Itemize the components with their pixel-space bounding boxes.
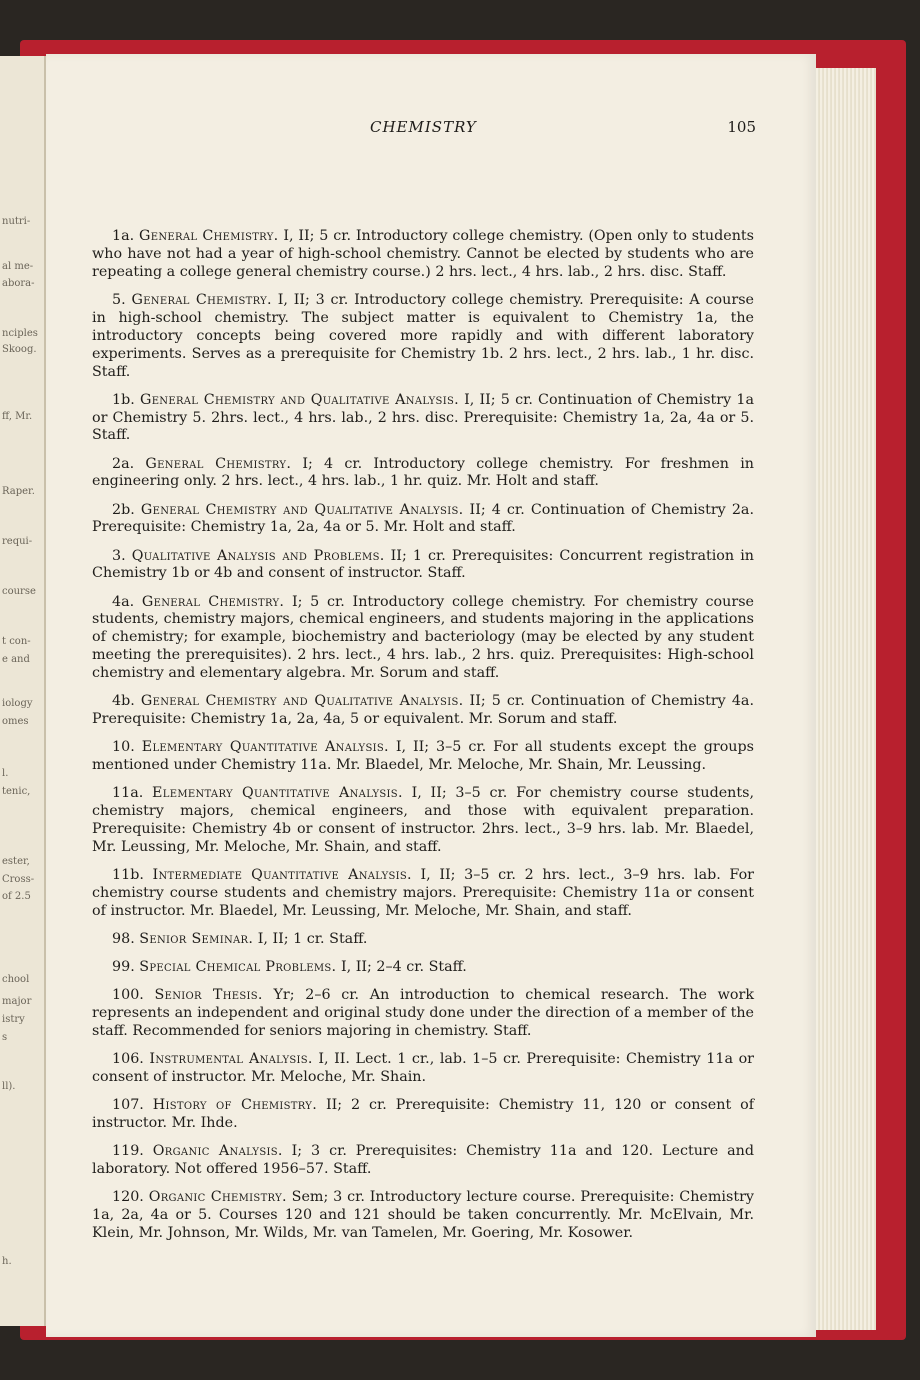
course-entry [92,931,754,949]
facing-page-fragment: ester, [2,856,30,867]
facing-page-fragment: nciples [2,328,38,339]
facing-page-fragment: ll). [2,1081,16,1092]
course-number: 3. [112,547,126,564]
facing-page-fragment: requi- [2,536,33,547]
facing-page-fragment: major [2,996,32,1007]
course-title: General Chemistry. [141,593,285,610]
course-number: 119. [112,1143,144,1160]
course-description: II; 2 cr. Prerequisite: Chemistry 11, 120 or consent of instructor. Mr. Ihde. [92,1097,755,1131]
course-description: I, II; 2–4 cr. Staff. [340,959,467,976]
course-number: 120. [112,1189,144,1206]
course-description: I, II. Lect. 1 cr., lab. 1–5 cr. Prerequisite: Chemistry 11a or consent of instructor. Mr. Meloche, Mr. Shain. [92,1051,755,1085]
facing-page-fragment: h. [2,1256,12,1267]
course-description: I; 5 cr. Introductory college chemistry. For chemistry course students, chemistry majors, chemical engineers, and students majoring in the applications of chemistry; for example, biochemistry and bacteriology (may be elected by any student meeting the prerequisites). 2 hrs. lect., 4 hrs. lab., 2 hrs. quiz. Prerequisites: High-school chemistry and elementary algebra. Mr. Sorum and staff. [92,593,754,682]
course-description: I, II; 3–5 cr. For all students except the groups mentioned under Chemistry 11a. Mr. Blaedel, Mr. Meloche, Mr. Shain, Mr. Leussing. [92,739,754,774]
facing-page-fragment: al me- [2,261,34,272]
facing-page-fragment: omes [2,716,29,727]
course-entry [92,594,754,684]
course-number: 10. [112,739,135,756]
course-description: I; 4 cr. Introductory college chemistry. For freshmen in engineering only. 2 hrs. lect., 4 hrs. lab., 1 hr. quiz. Mr. Holt and staff. [92,455,754,490]
facing-page-fragment: l. [2,768,9,779]
course-entry [92,1189,754,1243]
course-entry [92,1143,754,1179]
course-entry [92,392,754,446]
course-number: 11b. [112,867,144,884]
course-number: 1a. [112,228,135,244]
course-entry [92,739,754,775]
course-description: I, II; 3 cr. Introductory college chemistry. Prerequisite: A course in high-school chemistry. The subject matter is equivalent to Chemistry 1a, the introductory concepts being covered more rapidly and with different laboratory experiments. Serves as a prerequisite for Chemistry 1b. 2 hrs. lect., 2 hrs. lab., 1 hr. disc. Staff. [92,291,755,380]
course-entry [92,867,754,921]
course-entry [92,987,754,1041]
facing-page-fragment: s [2,1032,8,1043]
course-number: 100. [112,987,144,1004]
facing-page-fragment: abora- [2,278,35,289]
course-title: Senior Thesis. [154,987,263,1004]
facing-page-fragment: e and [2,654,30,665]
course-title: General Chemistry. [145,455,292,472]
course-title: History of Chemistry. [152,1097,318,1114]
course-title: Special Chemical Problems. [139,959,337,976]
course-description: I; 3 cr. Prerequisites: Chemistry 11a and 120. Lecture and laboratory. Not offered 1956–57. Staff. [92,1143,755,1177]
running-head: CHEMISTRY [370,118,477,136]
left-page-edge [0,56,46,1326]
course-number: 98. [112,930,135,947]
course-list [92,228,754,1253]
course-description: I, II; 3–5 cr. 2 hrs. lect., 3–9 hrs. lab. For chemistry course students and chemistry majors. Prerequisite: Chemistry 11a or consent of instructor. Mr. Blaedel, Mr. Leussing, Mr. Meloche, Mr. Shain, and staff. [92,867,755,919]
course-description: II; 5 cr. Continuation of Chemistry 4a. Prerequisite: Chemistry 1a, 2a, 4a, 5 or equivalent. Mr. Sorum and staff. [92,693,755,728]
facing-page-fragment: tenic, [2,786,31,797]
course-title: Qualitative Analysis and Problems. [131,547,385,564]
facing-page-fragment: chool [2,974,30,985]
course-title: General Chemistry and Qualitative Analysis. [140,693,464,710]
course-title: General Chemistry and Qualitative Analysis. [139,391,459,408]
course-entry [92,228,754,282]
course-entry [92,1097,754,1133]
facing-page-fragment: nutri- [2,216,31,227]
course-number: 99. [112,959,135,976]
course-entry [92,502,754,538]
facing-page-fragment: t con- [2,636,31,647]
course-title: General Chemistry. [131,291,272,308]
course-title: Intermediate Quantitative Analysis. [152,867,412,884]
course-entry [92,548,754,584]
course-number: 1b. [112,391,135,408]
facing-page-fragment: Cross- [2,874,35,885]
course-description: I, II; 5 cr. Introductory college chemistry. (Open only to students who have not had a year of high-school chemistry. Cannot be elected by students who are repeating a college general chemistry course.) 2 hrs. lect., 4 hrs. lab., 2 hrs. disc. Staff. [92,228,754,280]
course-entry [92,693,754,729]
facing-page-fragment: Skoog. [2,344,37,355]
course-entry [92,785,754,857]
course-entry [92,456,754,492]
course-number: 11a. [112,785,144,802]
course-description: I, II; 5 cr. Continuation of Chemistry 1a or Chemistry 5. 2hrs. lect., 4 hrs. lab., 2 hrs. disc. Prerequisite: Chemistry 1a, 2a, 4a or 5. Staff. [92,391,754,444]
page-number: 105 [727,118,756,136]
course-title: Organic Chemistry. [148,1189,287,1206]
course-title: General Chemistry and Qualitative Analysis. [140,501,464,518]
course-number: 2a. [112,455,135,472]
page-header [46,118,756,142]
course-entry [92,1051,754,1087]
course-description: Yr; 2–6 cr. An introduction to chemical research. The work represents an independent and original study done under the direction of a member of the staff. Recommended for seniors majoring in chemistry. Staff. [92,987,754,1039]
course-title: Elementary Quantitative Analysis. [141,739,389,756]
course-description: Sem; 3 cr. Introductory lecture course. Prerequisite: Chemistry 1a, 2a, 4a or 5. Courses 120 and 121 should be taken concurrently. Mr. McElvain, Mr. Klein, Mr. Johnson, Mr. Wilds, Mr. van Tamelen, Mr. Goering, Mr. Kosower. [92,1189,754,1241]
course-title: Organic Analysis. [152,1143,283,1160]
course-title: Senior Seminar. [139,930,254,947]
facing-page-fragment: Raper. [2,486,35,497]
facing-page-fragment: course [2,586,36,597]
course-number: 4b. [112,693,135,710]
course-title: General Chemistry. [139,228,279,244]
course-entry [92,292,754,382]
course-entry [92,959,754,977]
facing-page-fragment: istry [2,1014,25,1025]
course-description: I, II; 1 cr. Staff. [257,930,368,947]
course-title: Instrumental Analysis. [149,1051,313,1068]
course-description: I, II; 3–5 cr. For chemistry course students, chemistry majors, chemical engineers, and those with equivalent preparation. Prerequisite: Chemistry 4b or consent of instructor. 2hrs. lect., 3–9 hrs. lab. Mr. Blaedel, Mr. Leussing, Mr. Meloche, Mr. Shain, and staff. [92,785,755,855]
course-number: 5. [112,291,126,308]
course-number: 106. [112,1051,144,1068]
facing-page-fragment: ff, Mr. [2,411,33,422]
course-number: 4a. [112,593,135,610]
facing-page-fragment: of 2.5 [2,891,31,902]
course-description: II; 4 cr. Continuation of Chemistry 2a. Prerequisite: Chemistry 1a, 2a, 4a or 5. Mr. Holt and staff. [92,501,755,536]
facing-page-fragment: iology [2,698,33,709]
course-number: 107. [112,1097,144,1114]
course-description: II; 1 cr. Prerequisites: Concurrent registration in Chemistry 1b or 4b and consent of instructor. Staff. [92,547,754,582]
course-number: 2b. [112,501,135,518]
course-title: Elementary Quantitative Analysis. [152,785,403,802]
